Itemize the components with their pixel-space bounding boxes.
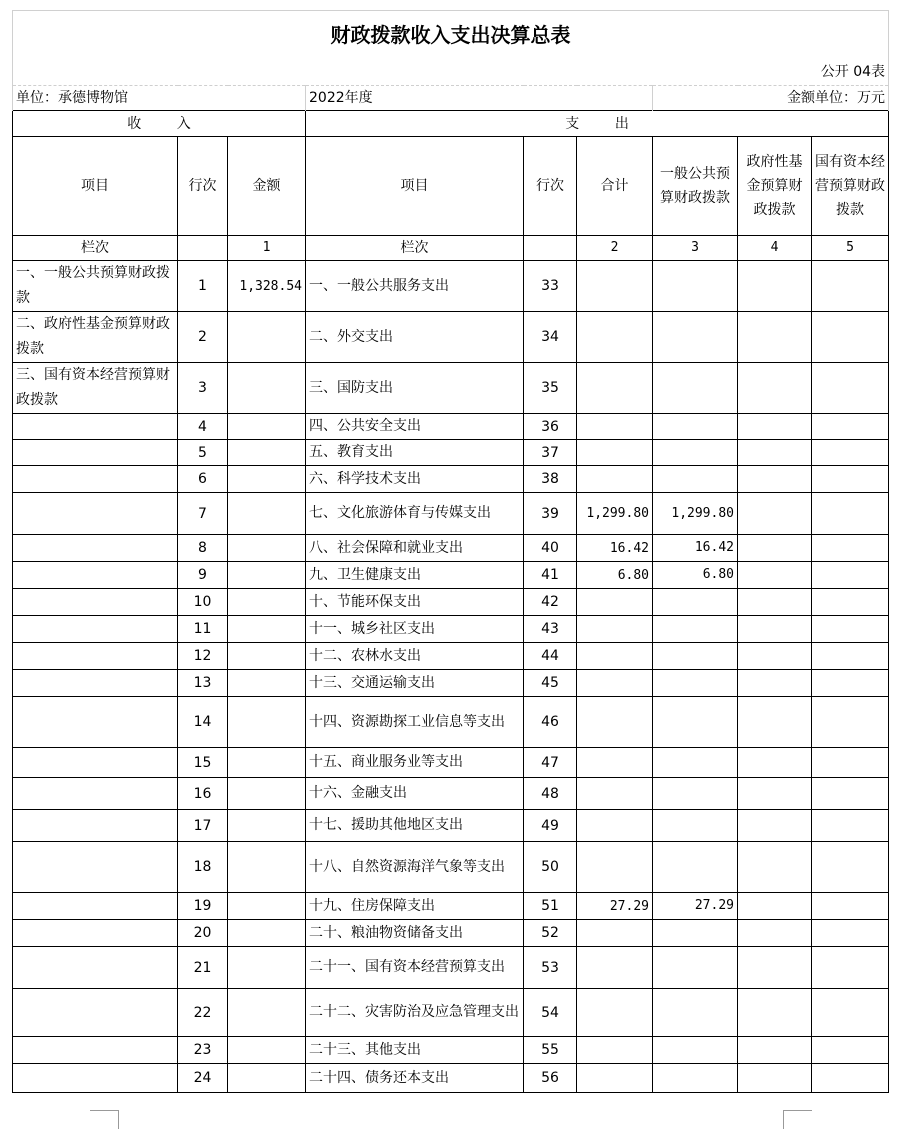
state-capital-cell (812, 989, 889, 1037)
gov-fund-cell (738, 312, 812, 363)
total-amount-cell (577, 643, 653, 670)
expense-item-cell: 十七、援助其他地区支出 (306, 810, 524, 842)
gov-fund-cell (738, 1037, 812, 1064)
income-row-no: 15 (178, 748, 228, 778)
gov-fund-cell (738, 810, 812, 842)
report-sheet (12, 10, 888, 1093)
table-row (13, 989, 889, 1037)
amount-unit-label: 金额单位：万元 (653, 86, 889, 111)
income-amount-cell (228, 920, 306, 947)
report-table (12, 10, 889, 1093)
expense-item-cell: 十二、农林水支出 (306, 643, 524, 670)
gov-fund-cell (738, 842, 812, 893)
income-item-cell (13, 616, 178, 643)
income-amount-cell (228, 1064, 306, 1093)
general-budget-cell (653, 810, 738, 842)
gov-fund-cell (738, 261, 812, 312)
general-budget-cell (653, 842, 738, 893)
total-amount-cell: 16.42 (577, 535, 653, 562)
total-amount-cell: 6.80 (577, 562, 653, 589)
income-amount-cell (228, 414, 306, 440)
expense-row-no: 39 (524, 493, 577, 535)
income-item-cell (13, 670, 178, 697)
income-row-no: 12 (178, 643, 228, 670)
gov-fund-column-no: 4 (738, 236, 812, 261)
income-item-cell (13, 414, 178, 440)
general-budget-cell: 16.42 (653, 535, 738, 562)
general-budget-cell: 1,299.80 (653, 493, 738, 535)
table-row (13, 261, 889, 312)
table-row (13, 643, 889, 670)
gov-fund-cell (738, 697, 812, 748)
expense-row-no: 48 (524, 778, 577, 810)
expense-item-cell: 四、公共安全支出 (306, 414, 524, 440)
unit-label: 单位：承德博物馆 (13, 86, 306, 111)
income-item-cell (13, 947, 178, 989)
expense-item-cell: 二十二、灾害防治及应急管理支出 (306, 989, 524, 1037)
income-amount-cell (228, 493, 306, 535)
general-budget-cell (653, 616, 738, 643)
income-item-cell (13, 989, 178, 1037)
gov-fund-cell (738, 920, 812, 947)
total-amount-cell (577, 589, 653, 616)
gov-fund-cell (738, 670, 812, 697)
income-item-header: 项目 (13, 137, 178, 236)
gov-fund-cell (738, 363, 812, 414)
expense-row-no: 43 (524, 616, 577, 643)
state-capital-cell (812, 947, 889, 989)
income-amount-cell (228, 810, 306, 842)
income-amount-cell (228, 778, 306, 810)
income-amount-cell (228, 562, 306, 589)
total-header: 合计 (577, 137, 653, 236)
general-budget-cell (653, 748, 738, 778)
gov-fund-cell (738, 947, 812, 989)
income-amount-cell (228, 842, 306, 893)
table-row (13, 947, 889, 989)
total-column-no: 2 (577, 236, 653, 261)
expense-item-cell: 九、卫生健康支出 (306, 562, 524, 589)
income-row-no: 2 (178, 312, 228, 363)
income-item-cell (13, 440, 178, 466)
income-amount-cell (228, 363, 306, 414)
expense-row-no: 50 (524, 842, 577, 893)
expense-row-no: 49 (524, 810, 577, 842)
expense-row-no: 52 (524, 920, 577, 947)
state-capital-column-no: 5 (812, 236, 889, 261)
total-amount-cell (577, 414, 653, 440)
income-amount-cell (228, 1037, 306, 1064)
gov-fund-cell (738, 535, 812, 562)
income-item-cell (13, 697, 178, 748)
table-row (13, 842, 889, 893)
general-column-no: 3 (653, 236, 738, 261)
expense-row-no: 35 (524, 363, 577, 414)
gov-fund-cell (738, 414, 812, 440)
state-capital-cell (812, 842, 889, 893)
gov-fund-cell (738, 893, 812, 920)
gov-fund-cell (738, 616, 812, 643)
income-item-cell (13, 893, 178, 920)
expense-item-cell: 十九、住房保障支出 (306, 893, 524, 920)
expense-item-cell: 五、教育支出 (306, 440, 524, 466)
total-amount-cell (577, 920, 653, 947)
income-section-header: 收 入 (13, 111, 306, 137)
general-budget-cell: 6.80 (653, 562, 738, 589)
general-budget-cell (653, 363, 738, 414)
income-amount-column-no: 1 (228, 236, 306, 261)
general-budget-cell (653, 670, 738, 697)
total-amount-cell (577, 778, 653, 810)
total-amount-cell (577, 261, 653, 312)
income-row-no: 20 (178, 920, 228, 947)
expense-item-cell: 十一、城乡社区支出 (306, 616, 524, 643)
expense-row-no: 36 (524, 414, 577, 440)
income-row-no: 11 (178, 616, 228, 643)
general-budget-cell (653, 697, 738, 748)
page-corner-mark-right (783, 1110, 812, 1129)
table-row (13, 748, 889, 778)
page-corner-mark-left (90, 1110, 119, 1129)
expense-row-no: 40 (524, 535, 577, 562)
expense-item-cell: 十、节能环保支出 (306, 589, 524, 616)
state-capital-cell (812, 312, 889, 363)
state-capital-cell (812, 697, 889, 748)
total-amount-cell: 1,299.80 (577, 493, 653, 535)
table-row (13, 589, 889, 616)
table-row (13, 466, 889, 493)
income-row-no: 7 (178, 493, 228, 535)
state-capital-cell (812, 589, 889, 616)
income-row-no: 6 (178, 466, 228, 493)
general-budget-cell (653, 440, 738, 466)
income-row-no: 10 (178, 589, 228, 616)
income-amount-header: 金额 (228, 137, 306, 236)
table-row (13, 414, 889, 440)
income-item-cell (13, 1037, 178, 1064)
income-amount-cell (228, 893, 306, 920)
income-row-no: 9 (178, 562, 228, 589)
total-amount-cell (577, 440, 653, 466)
state-capital-cell (812, 493, 889, 535)
income-amount-cell (228, 643, 306, 670)
table-row (13, 616, 889, 643)
expense-item-cell: 二、外交支出 (306, 312, 524, 363)
table-row (13, 670, 889, 697)
gov-fund-cell (738, 989, 812, 1037)
income-item-cell (13, 535, 178, 562)
gov-fund-cell (738, 440, 812, 466)
expense-row-no: 47 (524, 748, 577, 778)
expense-row-no: 34 (524, 312, 577, 363)
general-budget-cell (653, 920, 738, 947)
general-budget-cell (653, 589, 738, 616)
income-row-no: 16 (178, 778, 228, 810)
expense-row-no: 54 (524, 989, 577, 1037)
general-budget-cell (653, 1037, 738, 1064)
income-amount-cell (228, 989, 306, 1037)
income-amount-cell (228, 466, 306, 493)
general-budget-cell: 27.29 (653, 893, 738, 920)
expense-item-cell: 十四、资源勘探工业信息等支出 (306, 697, 524, 748)
gov-fund-cell (738, 466, 812, 493)
state-capital-cell (812, 440, 889, 466)
income-item-cell (13, 493, 178, 535)
total-amount-cell (577, 810, 653, 842)
gov-fund-cell (738, 493, 812, 535)
form-number: 公开 04表 (13, 59, 889, 86)
state-capital-cell (812, 414, 889, 440)
total-amount-cell (577, 363, 653, 414)
general-budget-cell (653, 989, 738, 1037)
state-capital-cell (812, 616, 889, 643)
table-row (13, 440, 889, 466)
expense-item-cell: 三、国防支出 (306, 363, 524, 414)
income-row-no: 18 (178, 842, 228, 893)
state-capital-cell (812, 643, 889, 670)
income-item-cell (13, 1064, 178, 1093)
expense-row-no: 55 (524, 1037, 577, 1064)
income-item-cell: 二、政府性基金预算财政拨款 (13, 312, 178, 363)
expense-item-cell: 十八、自然资源海洋气象等支出 (306, 842, 524, 893)
expense-column-label: 栏次 (306, 236, 524, 261)
income-row-header: 行次 (178, 137, 228, 236)
income-row-no: 24 (178, 1064, 228, 1093)
income-item-cell: 一、一般公共预算财政拨款 (13, 261, 178, 312)
income-amount-cell (228, 589, 306, 616)
state-capital-cell (812, 535, 889, 562)
expense-row-no: 42 (524, 589, 577, 616)
state-capital-cell (812, 893, 889, 920)
expense-item-cell: 二十四、债务还本支出 (306, 1064, 524, 1093)
total-amount-cell (577, 616, 653, 643)
income-item-cell (13, 562, 178, 589)
state-capital-cell (812, 1037, 889, 1064)
state-capital-cell (812, 261, 889, 312)
expense-item-cell: 六、科学技术支出 (306, 466, 524, 493)
income-row-no: 22 (178, 989, 228, 1037)
income-row-no: 21 (178, 947, 228, 989)
income-row-no: 3 (178, 363, 228, 414)
expense-row-no: 37 (524, 440, 577, 466)
income-row-no: 17 (178, 810, 228, 842)
expense-section-header: 支 出 (306, 111, 889, 137)
expense-row-no: 38 (524, 466, 577, 493)
general-budget-header: 一般公共预算财政拨款 (653, 137, 738, 236)
general-budget-cell (653, 778, 738, 810)
state-capital-cell (812, 778, 889, 810)
income-row-no: 13 (178, 670, 228, 697)
gov-fund-cell (738, 748, 812, 778)
expense-item-cell: 二十一、国有资本经营预算支出 (306, 947, 524, 989)
state-capital-cell (812, 748, 889, 778)
table-row (13, 1064, 889, 1093)
expense-item-cell: 十三、交通运输支出 (306, 670, 524, 697)
general-budget-cell (653, 414, 738, 440)
income-item-cell (13, 842, 178, 893)
income-row-no: 4 (178, 414, 228, 440)
general-budget-cell (653, 947, 738, 989)
state-capital-header: 国有资本经营预算财政拨款 (812, 137, 889, 236)
expense-row-header: 行次 (524, 137, 577, 236)
income-amount-cell: 1,328.54 (228, 261, 306, 312)
income-amount-cell (228, 697, 306, 748)
income-item-cell (13, 643, 178, 670)
income-item-cell: 三、国有资本经营预算财政拨款 (13, 363, 178, 414)
table-row (13, 697, 889, 748)
expense-row-no: 56 (524, 1064, 577, 1093)
income-amount-cell (228, 535, 306, 562)
state-capital-cell (812, 670, 889, 697)
total-amount-cell (577, 1037, 653, 1064)
expense-row-no: 44 (524, 643, 577, 670)
table-row (13, 363, 889, 414)
gov-fund-cell (738, 778, 812, 810)
table-row (13, 920, 889, 947)
income-row-no: 1 (178, 261, 228, 312)
expense-item-cell: 十五、商业服务业等支出 (306, 748, 524, 778)
general-budget-cell (653, 466, 738, 493)
total-amount-cell (577, 1064, 653, 1093)
income-row-no: 8 (178, 535, 228, 562)
state-capital-cell (812, 1064, 889, 1093)
total-amount-cell (577, 312, 653, 363)
general-budget-cell (653, 261, 738, 312)
income-item-cell (13, 748, 178, 778)
table-row (13, 312, 889, 363)
gov-fund-cell (738, 643, 812, 670)
total-amount-cell (577, 842, 653, 893)
income-column-label: 栏次 (13, 236, 178, 261)
state-capital-cell (812, 466, 889, 493)
general-budget-cell (653, 643, 738, 670)
income-item-cell (13, 810, 178, 842)
gov-fund-header: 政府性基金预算财政拨款 (738, 137, 812, 236)
expense-item-cell: 一、一般公共服务支出 (306, 261, 524, 312)
report-title: 财政拨款收入支出决算总表 (13, 11, 889, 60)
expense-item-header: 项目 (306, 137, 524, 236)
state-capital-cell (812, 810, 889, 842)
expense-item-cell: 二十、粮油物资储备支出 (306, 920, 524, 947)
year-label: 2022年度 (306, 86, 653, 111)
expense-item-cell: 七、文化旅游体育与传媒支出 (306, 493, 524, 535)
income-row-no: 14 (178, 697, 228, 748)
expense-row-no: 41 (524, 562, 577, 589)
expense-row-no: 46 (524, 697, 577, 748)
gov-fund-cell (738, 1064, 812, 1093)
gov-fund-cell (738, 562, 812, 589)
income-amount-cell (228, 312, 306, 363)
total-amount-cell (577, 989, 653, 1037)
total-amount-cell: 27.29 (577, 893, 653, 920)
income-item-cell (13, 920, 178, 947)
table-row (13, 810, 889, 842)
table-row (13, 535, 889, 562)
gov-fund-cell (738, 589, 812, 616)
expense-item-cell: 八、社会保障和就业支出 (306, 535, 524, 562)
total-amount-cell (577, 697, 653, 748)
state-capital-cell (812, 363, 889, 414)
expense-row-no: 51 (524, 893, 577, 920)
expense-item-cell: 二十三、其他支出 (306, 1037, 524, 1064)
expense-item-cell: 十六、金融支出 (306, 778, 524, 810)
table-row (13, 893, 889, 920)
general-budget-cell (653, 1064, 738, 1093)
total-amount-cell (577, 947, 653, 989)
income-row-column-blank (178, 236, 228, 261)
income-amount-cell (228, 616, 306, 643)
income-amount-cell (228, 947, 306, 989)
table-row (13, 778, 889, 810)
income-amount-cell (228, 440, 306, 466)
table-row (13, 493, 889, 535)
income-row-no: 5 (178, 440, 228, 466)
state-capital-cell (812, 562, 889, 589)
total-amount-cell (577, 670, 653, 697)
income-amount-cell (228, 748, 306, 778)
expense-row-column-blank (524, 236, 577, 261)
expense-row-no: 33 (524, 261, 577, 312)
table-row (13, 562, 889, 589)
income-row-no: 23 (178, 1037, 228, 1064)
expense-row-no: 53 (524, 947, 577, 989)
expense-row-no: 45 (524, 670, 577, 697)
table-row (13, 1037, 889, 1064)
total-amount-cell (577, 748, 653, 778)
income-amount-cell (228, 670, 306, 697)
income-item-cell (13, 466, 178, 493)
total-amount-cell (577, 466, 653, 493)
income-row-no: 19 (178, 893, 228, 920)
general-budget-cell (653, 312, 738, 363)
income-item-cell (13, 589, 178, 616)
income-item-cell (13, 778, 178, 810)
state-capital-cell (812, 920, 889, 947)
